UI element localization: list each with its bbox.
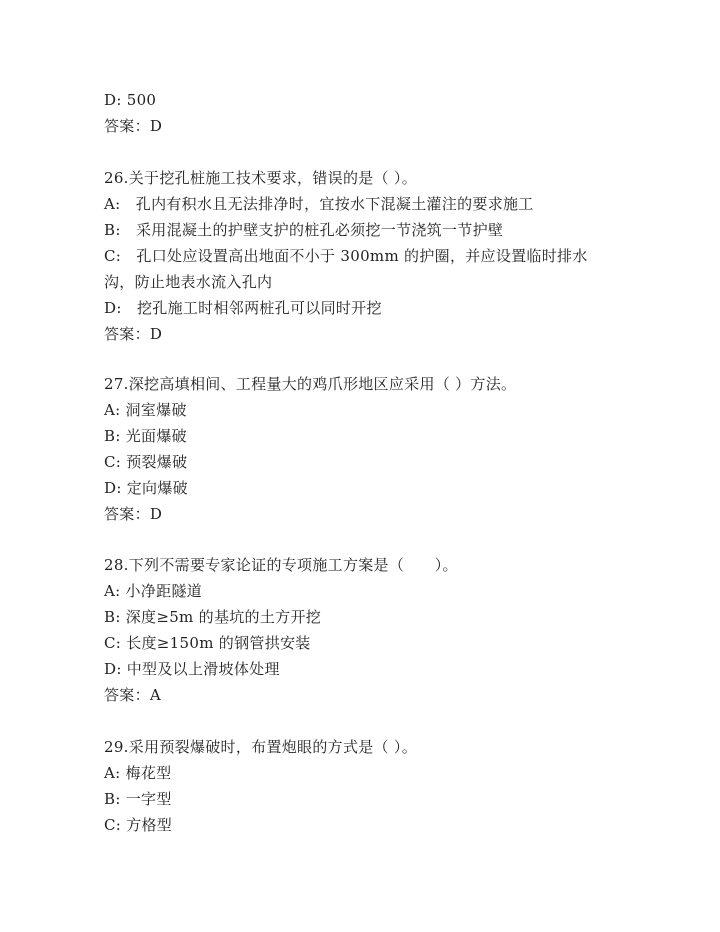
q27-answer: 答案：D [104, 505, 163, 523]
q28-option-a: A: 小净距隧道 [104, 582, 203, 600]
q29-option-a: A: 梅花型 [104, 764, 172, 782]
prev-answer: 答案：D [104, 117, 163, 135]
q26-option-b: B: 采用混凝土的护壁支护的桩孔必须挖一节浇筑一节护壁 [104, 221, 504, 239]
q26-answer: 答案：D [104, 325, 163, 343]
q27-option-b: B: 光面爆破 [104, 427, 187, 445]
q27-option-c: C: 预裂爆破 [104, 453, 188, 471]
q26-option-a: A: 孔内有积水且无法排净时，宜按水下混凝土灌注的要求施工 [104, 195, 534, 213]
q27-option-d: D: 定向爆破 [104, 479, 188, 497]
q26-stem: 26.关于挖孔桩施工技术要求，错误的是（ ）。 [104, 169, 418, 187]
q28-option-c: C: 长度≥150m 的钢管拱安装 [104, 634, 311, 652]
q27-option-a: A: 洞室爆破 [104, 401, 187, 419]
q28-option-d: D: 中型及以上滑坡体处理 [104, 660, 280, 678]
prev-option-d: D: 500 [104, 91, 157, 109]
q26-option-d: D: 挖孔施工时相邻两桩孔可以同时开挖 [104, 299, 382, 317]
q29-option-b: B: 一字型 [104, 790, 172, 808]
q28-stem: 28.下列不需要专家论证的专项施工方案是（ ）。 [104, 556, 458, 574]
q29-option-c: C: 方格型 [104, 816, 173, 834]
q26-option-c-continued: 沟，防止地表水流入孔内 [104, 273, 273, 291]
q29-stem: 29.采用预裂爆破时，布置炮眼的方式是（ ）。 [104, 738, 418, 756]
q28-answer: 答案：A [104, 686, 162, 704]
q27-stem: 27.深挖高填相间、工程量大的鸡爪形地区应采用（ ）方法。 [104, 375, 517, 393]
q28-option-b: B: 深度≥5m 的基坑的土方开挖 [104, 608, 322, 626]
q26-option-c: C: 孔口处应设置高出地面不小于 300mm 的护圈，并应设置临时排水 [104, 247, 588, 265]
